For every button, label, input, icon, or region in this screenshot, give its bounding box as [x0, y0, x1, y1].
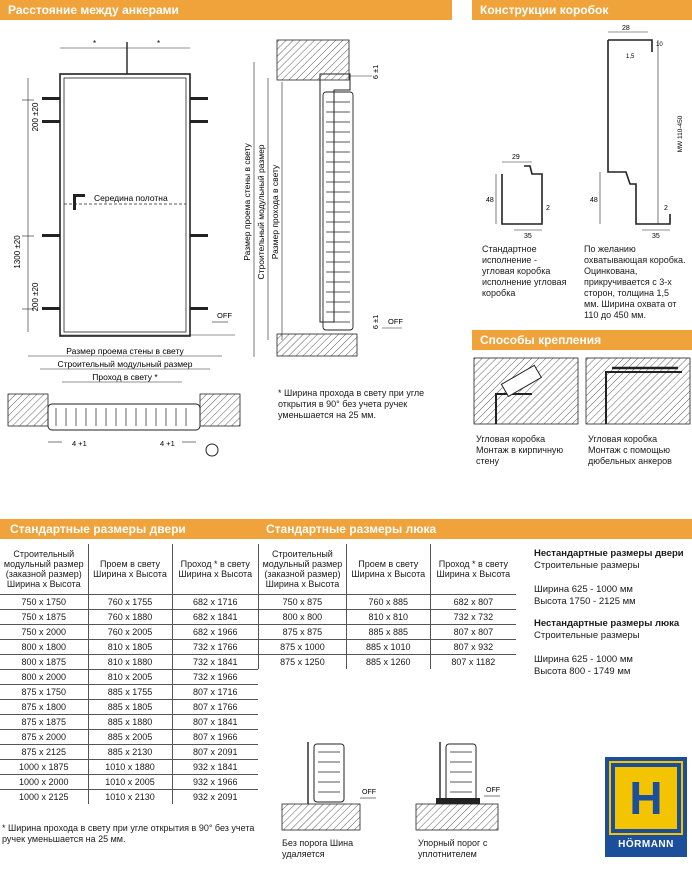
door-plan-section: [0, 346, 262, 464]
door-table-cell: 732 x 1766: [172, 639, 258, 654]
hatch-table-cell: 807 x 807: [430, 624, 516, 639]
passage-height-label: Размер прохода в свету: [270, 164, 280, 260]
door-table-row: [0, 699, 258, 714]
door-table-cell: 885 x 2005: [88, 729, 172, 744]
opening-width-label: Размер проема стены в свету: [66, 346, 184, 356]
door-table-cell: 1010 x 1880: [88, 759, 172, 774]
door-col-passage: Проход * в свету Ширина х Высота: [172, 544, 258, 594]
hatch-col-modular: Строительный модульный размер (заказной размер) Ширина х Высота: [259, 544, 347, 594]
door-table-row: [0, 774, 258, 789]
door-col-opening: Проем в свету Ширина х Высота: [88, 544, 172, 594]
door-table-cell: 1010 x 2130: [88, 789, 172, 804]
door-elevation-drawing: [0, 22, 470, 362]
off-label-4: OFF: [486, 787, 500, 794]
d2b-label: 2: [664, 205, 668, 212]
logo-h-box: H: [611, 763, 681, 833]
hatch-table-cell: 800 x 800: [259, 609, 347, 624]
door-table-cell: 682 x 1716: [172, 594, 258, 609]
seal-threshold-caption: Упорный порог с уплотнителем: [418, 838, 488, 859]
door-table-cell: 810 x 1805: [88, 639, 172, 654]
wrap-frame-caption: По желанию охватывающая коробка. Оцинкована, прикручивается с 3-х сторон, толщина 1,5 мм. Ширина охвата от 110 до 450 мм.: [584, 244, 686, 320]
hatch-table-row: [259, 654, 517, 669]
threshold-drawings: [276, 738, 506, 834]
hatch-table-cell: 875 x 875: [259, 624, 347, 639]
door-table-cell: 932 x 1841: [172, 759, 258, 774]
hatch-table-cell: 875 x 1250: [259, 654, 347, 669]
door-table-cell: 885 x 1805: [88, 699, 172, 714]
d35b-label: 35: [652, 233, 660, 240]
hatch-table-cell: 682 x 807: [430, 594, 516, 609]
hatch-table-cell: 885 x 1010: [346, 639, 430, 654]
door-table-cell: 875 x 2125: [0, 744, 88, 759]
hatch-table-cell: 875 x 1000: [259, 639, 347, 654]
door-table-row: [0, 639, 258, 654]
hatch-table-row: [259, 639, 517, 654]
door-table-cell: 760 x 1755: [88, 594, 172, 609]
door-table-row: [0, 624, 258, 639]
door-table-cell: 885 x 2130: [88, 744, 172, 759]
modular-width-label: Строительный модульный размер: [57, 359, 193, 369]
d48b-label: 48: [590, 197, 598, 204]
door-table-cell: 932 x 1966: [172, 774, 258, 789]
hatch-table-row: [259, 594, 517, 609]
door-table-row: [0, 744, 258, 759]
header-door-sizes: Стандартные размеры двери: [0, 519, 258, 539]
frame-profiles-drawing: [472, 24, 692, 244]
door-table-note: * Ширина прохода в свету при угле открытия в 90° без учета ручек уменьшается на 25 мм.: [2, 823, 255, 844]
header-fixing-methods: Способы крепления: [472, 330, 692, 350]
door-table-cell: 885 x 1755: [88, 684, 172, 699]
door-table-row: [0, 669, 258, 684]
door-table-cell: 807 x 1766: [172, 699, 258, 714]
hatch-table-cell: 810 x 810: [346, 609, 430, 624]
leaf-center-label: Середина полотна: [94, 193, 168, 203]
door-table-cell: 807 x 1841: [172, 714, 258, 729]
star-mark-2: *: [157, 39, 161, 48]
door-table-row: [0, 714, 258, 729]
dim-6-bottom: 6 ±1: [371, 314, 380, 330]
header-frame-designs: Конструкции коробок: [472, 0, 692, 20]
door-table-cell: 800 x 2000: [0, 669, 88, 684]
door-table-cell: 1000 x 1875: [0, 759, 88, 774]
door-table-cell: 1000 x 2000: [0, 774, 88, 789]
door-table-cell: 732 x 1841: [172, 654, 258, 669]
door-table-row: [0, 594, 258, 609]
door-table-cell: 807 x 2091: [172, 744, 258, 759]
dowel-caption: Угловая коробка Монтаж с помощью дюбельных анкеров: [588, 434, 672, 466]
door-table-row: [0, 759, 258, 774]
d48-label: 48: [486, 197, 494, 204]
door-table-cell: 800 x 1800: [0, 639, 88, 654]
door-table-cell: 750 x 2000: [0, 624, 88, 639]
door-table-cell: 807 x 1716: [172, 684, 258, 699]
header-anchor-distance: Расстояние между анкерами: [0, 0, 452, 20]
passage-note: * Ширина прохода в свету при угле открытия в 90° без учета ручек уменьшается на 25 мм.: [278, 388, 425, 420]
dim-4-right: 4 +1: [160, 439, 175, 448]
nonstandard-block: [534, 548, 690, 678]
ns-door-title: Нестандартные размеры двери: [534, 548, 684, 559]
hatch-table-row: [259, 624, 517, 639]
header-hatch-sizes: Стандартные размеры люка: [258, 519, 692, 539]
ns-hatch-sub: Строительные размеры: [534, 630, 640, 641]
ns-hatch-w: Ширина 625 - 1000 мм: [534, 654, 633, 665]
d15-label: 1,5: [626, 54, 635, 60]
hatch-table-cell: 885 x 885: [346, 624, 430, 639]
hatch-size-table: [258, 544, 516, 669]
d2-label: 2: [546, 205, 550, 212]
logo-brand: HÖRMANN: [618, 839, 674, 850]
door-table-cell: 800 x 1875: [0, 654, 88, 669]
brick-caption: Угловая коробка Монтаж в кирпичную стену: [476, 434, 564, 466]
ns-door-w: Ширина 625 - 1000 мм: [534, 584, 633, 595]
off-label-3: OFF: [362, 789, 376, 796]
hatch-table-cell: 807 x 1182: [430, 654, 516, 669]
ns-hatch-h: Высота 800 - 1749 мм: [534, 666, 631, 677]
door-table-row: [0, 729, 258, 744]
door-table-row: [0, 654, 258, 669]
dim-4-left: 4 +1: [72, 439, 87, 448]
hatch-table-cell: 732 x 732: [430, 609, 516, 624]
off-label-2: OFF: [388, 317, 403, 326]
door-table-cell: 885 x 1880: [88, 714, 172, 729]
ns-door-h: Высота 1750 - 2125 мм: [534, 596, 636, 607]
mw-label: MW 110-450: [677, 115, 684, 153]
door-size-table: [0, 544, 258, 804]
dim-200-top: 200 ±20: [31, 102, 40, 132]
door-table-cell: 807 x 1966: [172, 729, 258, 744]
dim-1300: 1300 ±20: [13, 235, 22, 269]
hatch-table-cell: 760 x 885: [346, 594, 430, 609]
door-table-cell: 682 x 1841: [172, 609, 258, 624]
hatch-table-row: [259, 609, 517, 624]
hatch-table-cell: 885 x 1260: [346, 654, 430, 669]
opening-height-label: Размер проема стены в свету: [242, 143, 252, 261]
off-label-1: OFF: [217, 311, 232, 320]
door-table-cell: 760 x 2005: [88, 624, 172, 639]
door-table-cell: 810 x 1880: [88, 654, 172, 669]
d35-label: 35: [524, 233, 532, 240]
door-table-cell: 875 x 2000: [0, 729, 88, 744]
door-table-cell: 760 x 1880: [88, 609, 172, 624]
hatch-col-opening: Проем в свету Ширина х Высота: [346, 544, 430, 594]
door-col-modular: Строительный модульный размер (заказной размер) Ширина х Высота: [3, 548, 84, 589]
dim-6-top: 6 ±1: [371, 64, 380, 80]
hatch-table-cell: 750 x 875: [259, 594, 347, 609]
door-table-cell: 875 x 1800: [0, 699, 88, 714]
modular-height-label: Строительный модульный размер: [256, 144, 266, 280]
std-frame-caption: Стандартное исполнение - угловая коробка исполнение угловая коробка: [482, 244, 567, 298]
door-table-cell: 750 x 1875: [0, 609, 88, 624]
ns-hatch-title: Нестандартные размеры люка: [534, 618, 680, 629]
door-table-cell: 732 x 1966: [172, 669, 258, 684]
hatch-col-passage: Проход * в свету Ширина х Высота: [430, 544, 516, 594]
d28-label: 28: [622, 25, 630, 32]
door-table-cell: 875 x 1875: [0, 714, 88, 729]
door-table-row: [0, 609, 258, 624]
ns-door-sub: Строительные размеры: [534, 560, 640, 571]
fixing-drawings: [472, 354, 692, 430]
door-table-cell: 932 x 2091: [172, 789, 258, 804]
door-table-cell: 810 x 2005: [88, 669, 172, 684]
door-table-cell: 875 x 1750: [0, 684, 88, 699]
door-table-cell: 682 x 1966: [172, 624, 258, 639]
door-table-cell: 750 x 1750: [0, 594, 88, 609]
d29-label: 29: [512, 154, 520, 161]
door-table-row: [0, 684, 258, 699]
d10-label: 10: [656, 42, 663, 48]
door-table-cell: 1010 x 2005: [88, 774, 172, 789]
passage-width-label: Проход в свету *: [92, 372, 158, 382]
dim-200-bottom: 200 ±20: [31, 282, 40, 312]
door-table-cell: 1000 x 2125: [0, 789, 88, 804]
no-threshold-caption: Без порога Шина удаляется: [282, 838, 354, 859]
hatch-table-cell: 807 x 932: [430, 639, 516, 654]
hormann-logo: [605, 757, 687, 857]
door-table-row: [0, 789, 258, 804]
star-mark-1: *: [93, 39, 97, 48]
